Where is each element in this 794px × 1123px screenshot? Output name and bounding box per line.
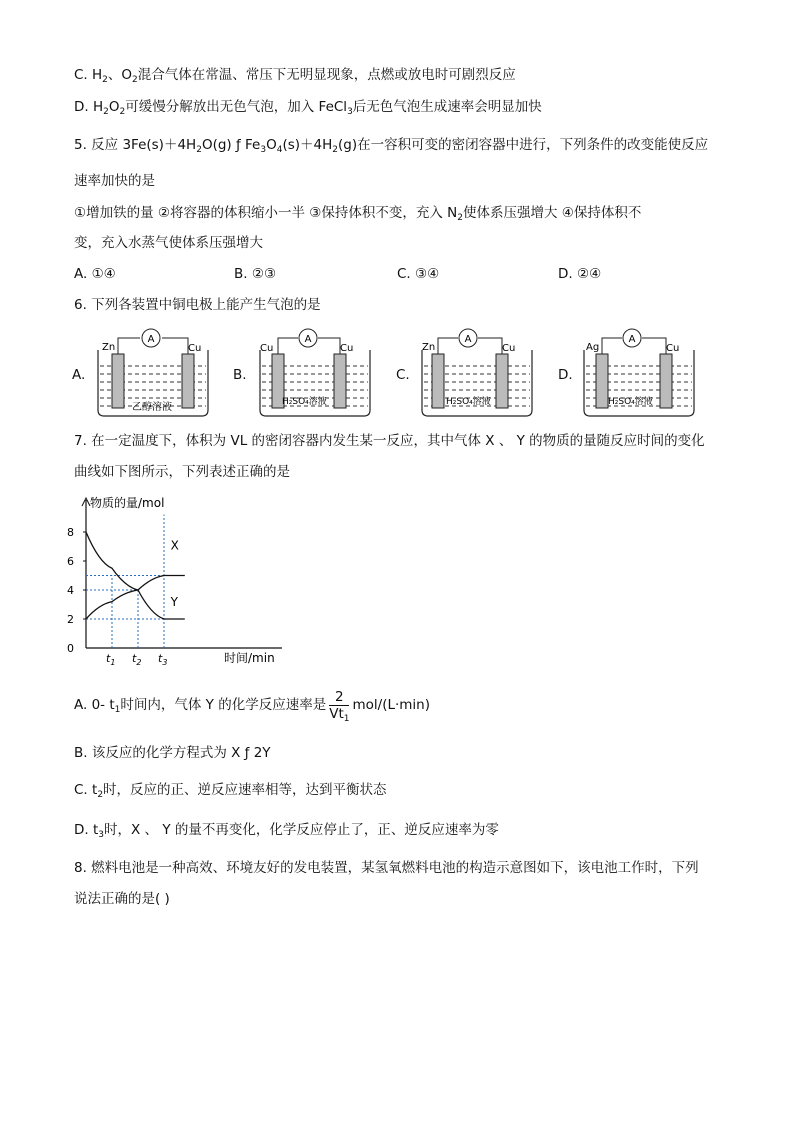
solution-label: H₂SO₄溶液	[282, 397, 327, 407]
cell-diagram	[422, 329, 532, 416]
x-tick-label: $t_1$	[106, 652, 116, 667]
question-5-stem: 5. 反应 $3Fe(s)+4H_2O(g)$ ƒ $Fe_3O_4(s)+4H_2(g)$在一容积可变的密闭容器中进行，下列条件的改变能使反应	[74, 137, 709, 155]
x-tick-label: $t_3$	[158, 652, 168, 667]
question-5-conditions-cont: 变，充入水蒸气使体系压强增大	[74, 235, 263, 251]
q5-option-a: A. ①④	[74, 266, 116, 282]
question-5-stem-cont: 速率加快的是	[74, 173, 155, 189]
y-tick-label: 4	[67, 584, 74, 597]
question-5-conditions: ①增加铁的量 ②将容器的体积缩小一半 ③保持体积不变，充入 $N_2$使体系压强增大 ④保持体积不	[74, 205, 642, 223]
y-tick-label: 2	[67, 613, 74, 626]
apparatus-d	[576, 322, 706, 420]
left-electrode-label: Zn	[422, 342, 436, 353]
series-label-x: X	[170, 538, 179, 553]
left-electrode-label: Cu	[260, 343, 274, 354]
cell-diagram	[584, 329, 694, 416]
cell-diagram	[98, 329, 208, 416]
question-7-stem: 7. 在一定温度下，体积为 VL 的密闭容器内发生某一反应，其中气体 X 、 Y 的物质的量随反应时间的变化	[74, 433, 705, 449]
solution-label: H₂SO₄溶液	[608, 397, 653, 407]
question-8-stem-cont: 说法正确的是( )	[74, 891, 170, 907]
apparatus-b	[252, 322, 382, 420]
y-tick-label: 0	[67, 642, 74, 655]
amount-time-chart	[60, 490, 300, 675]
apparatus-d-label: D.	[558, 367, 573, 383]
right-electrode-label: Cu	[340, 343, 354, 354]
option-c-line: C. $H_2$、$O_2$混合气体在常温、常压下无明显现象，点燃或放电时可剧烈反应	[74, 67, 516, 85]
cell-diagram	[260, 329, 370, 416]
rate-fraction: $\frac{2}{Vt_1}$	[329, 688, 350, 724]
ammeter-label: A	[628, 334, 636, 345]
right-electrode-label: Cu	[502, 343, 516, 354]
y-axis-label: 物质的量/mol	[90, 496, 165, 510]
apparatus-c-label: C.	[396, 367, 410, 383]
question-8-stem: 8. 燃料电池是一种高效、环境友好的发电装置，某氢氧燃料电池的构造示意图如下，该电池工作时，下列	[74, 860, 699, 876]
ammeter-label: A	[147, 334, 155, 345]
ammeter-label: A	[464, 334, 472, 345]
solution-label: 乙醇溶液	[132, 402, 172, 413]
q7-option-d: D. $t_3$时，X 、 Y 的量不再变化，化学反应停止了，正、逆反应速率为零	[74, 822, 499, 840]
q5-option-c: C. ③④	[397, 266, 440, 282]
option-d-line: D. $H_2O_2$可缓慢分解放出无色气泡，加入 FeCl$_3$后无色气泡生成速率会明显加快	[74, 99, 542, 117]
y-tick-label: 6	[67, 555, 74, 568]
apparatus-a	[90, 322, 220, 420]
series-label-y: Y	[170, 594, 178, 609]
q7-option-b: B. 该反应的化学方程式为 X ƒ 2Y	[74, 745, 271, 761]
q7-option-c: C. $t_2$时，反应的正、逆反应速率相等，达到平衡状态	[74, 782, 387, 800]
q5-option-b: B. ②③	[234, 266, 277, 282]
y-tick-label: 8	[67, 526, 74, 539]
apparatus-a-label: A.	[72, 367, 86, 383]
apparatus-b-label: B.	[233, 367, 247, 383]
ammeter-label: A	[304, 334, 312, 345]
q5-option-d: D. ②④	[558, 266, 602, 282]
solution-label: H₂SO₄溶液	[446, 397, 491, 407]
right-electrode-label: Cu	[188, 343, 202, 354]
x-axis-label: 时间/min	[224, 651, 275, 665]
left-electrode-label: Zn	[102, 342, 116, 353]
right-electrode-label: Cu	[666, 343, 680, 354]
x-tick-label: $t_2$	[132, 652, 142, 667]
left-electrode-label: Ag	[586, 342, 600, 353]
apparatus-c	[414, 322, 544, 420]
question-7-stem-cont: 曲线如下图所示，下列表述正确的是	[74, 464, 290, 480]
question-6-stem: 6. 下列各装置中铜电极上能产生气泡的是	[74, 297, 321, 313]
q7-option-a: A. 0- $t_1$时间内，气体 Y 的化学反应速率是 $\frac{2}{Vt_1}$ mol/(L·min)	[74, 688, 430, 724]
